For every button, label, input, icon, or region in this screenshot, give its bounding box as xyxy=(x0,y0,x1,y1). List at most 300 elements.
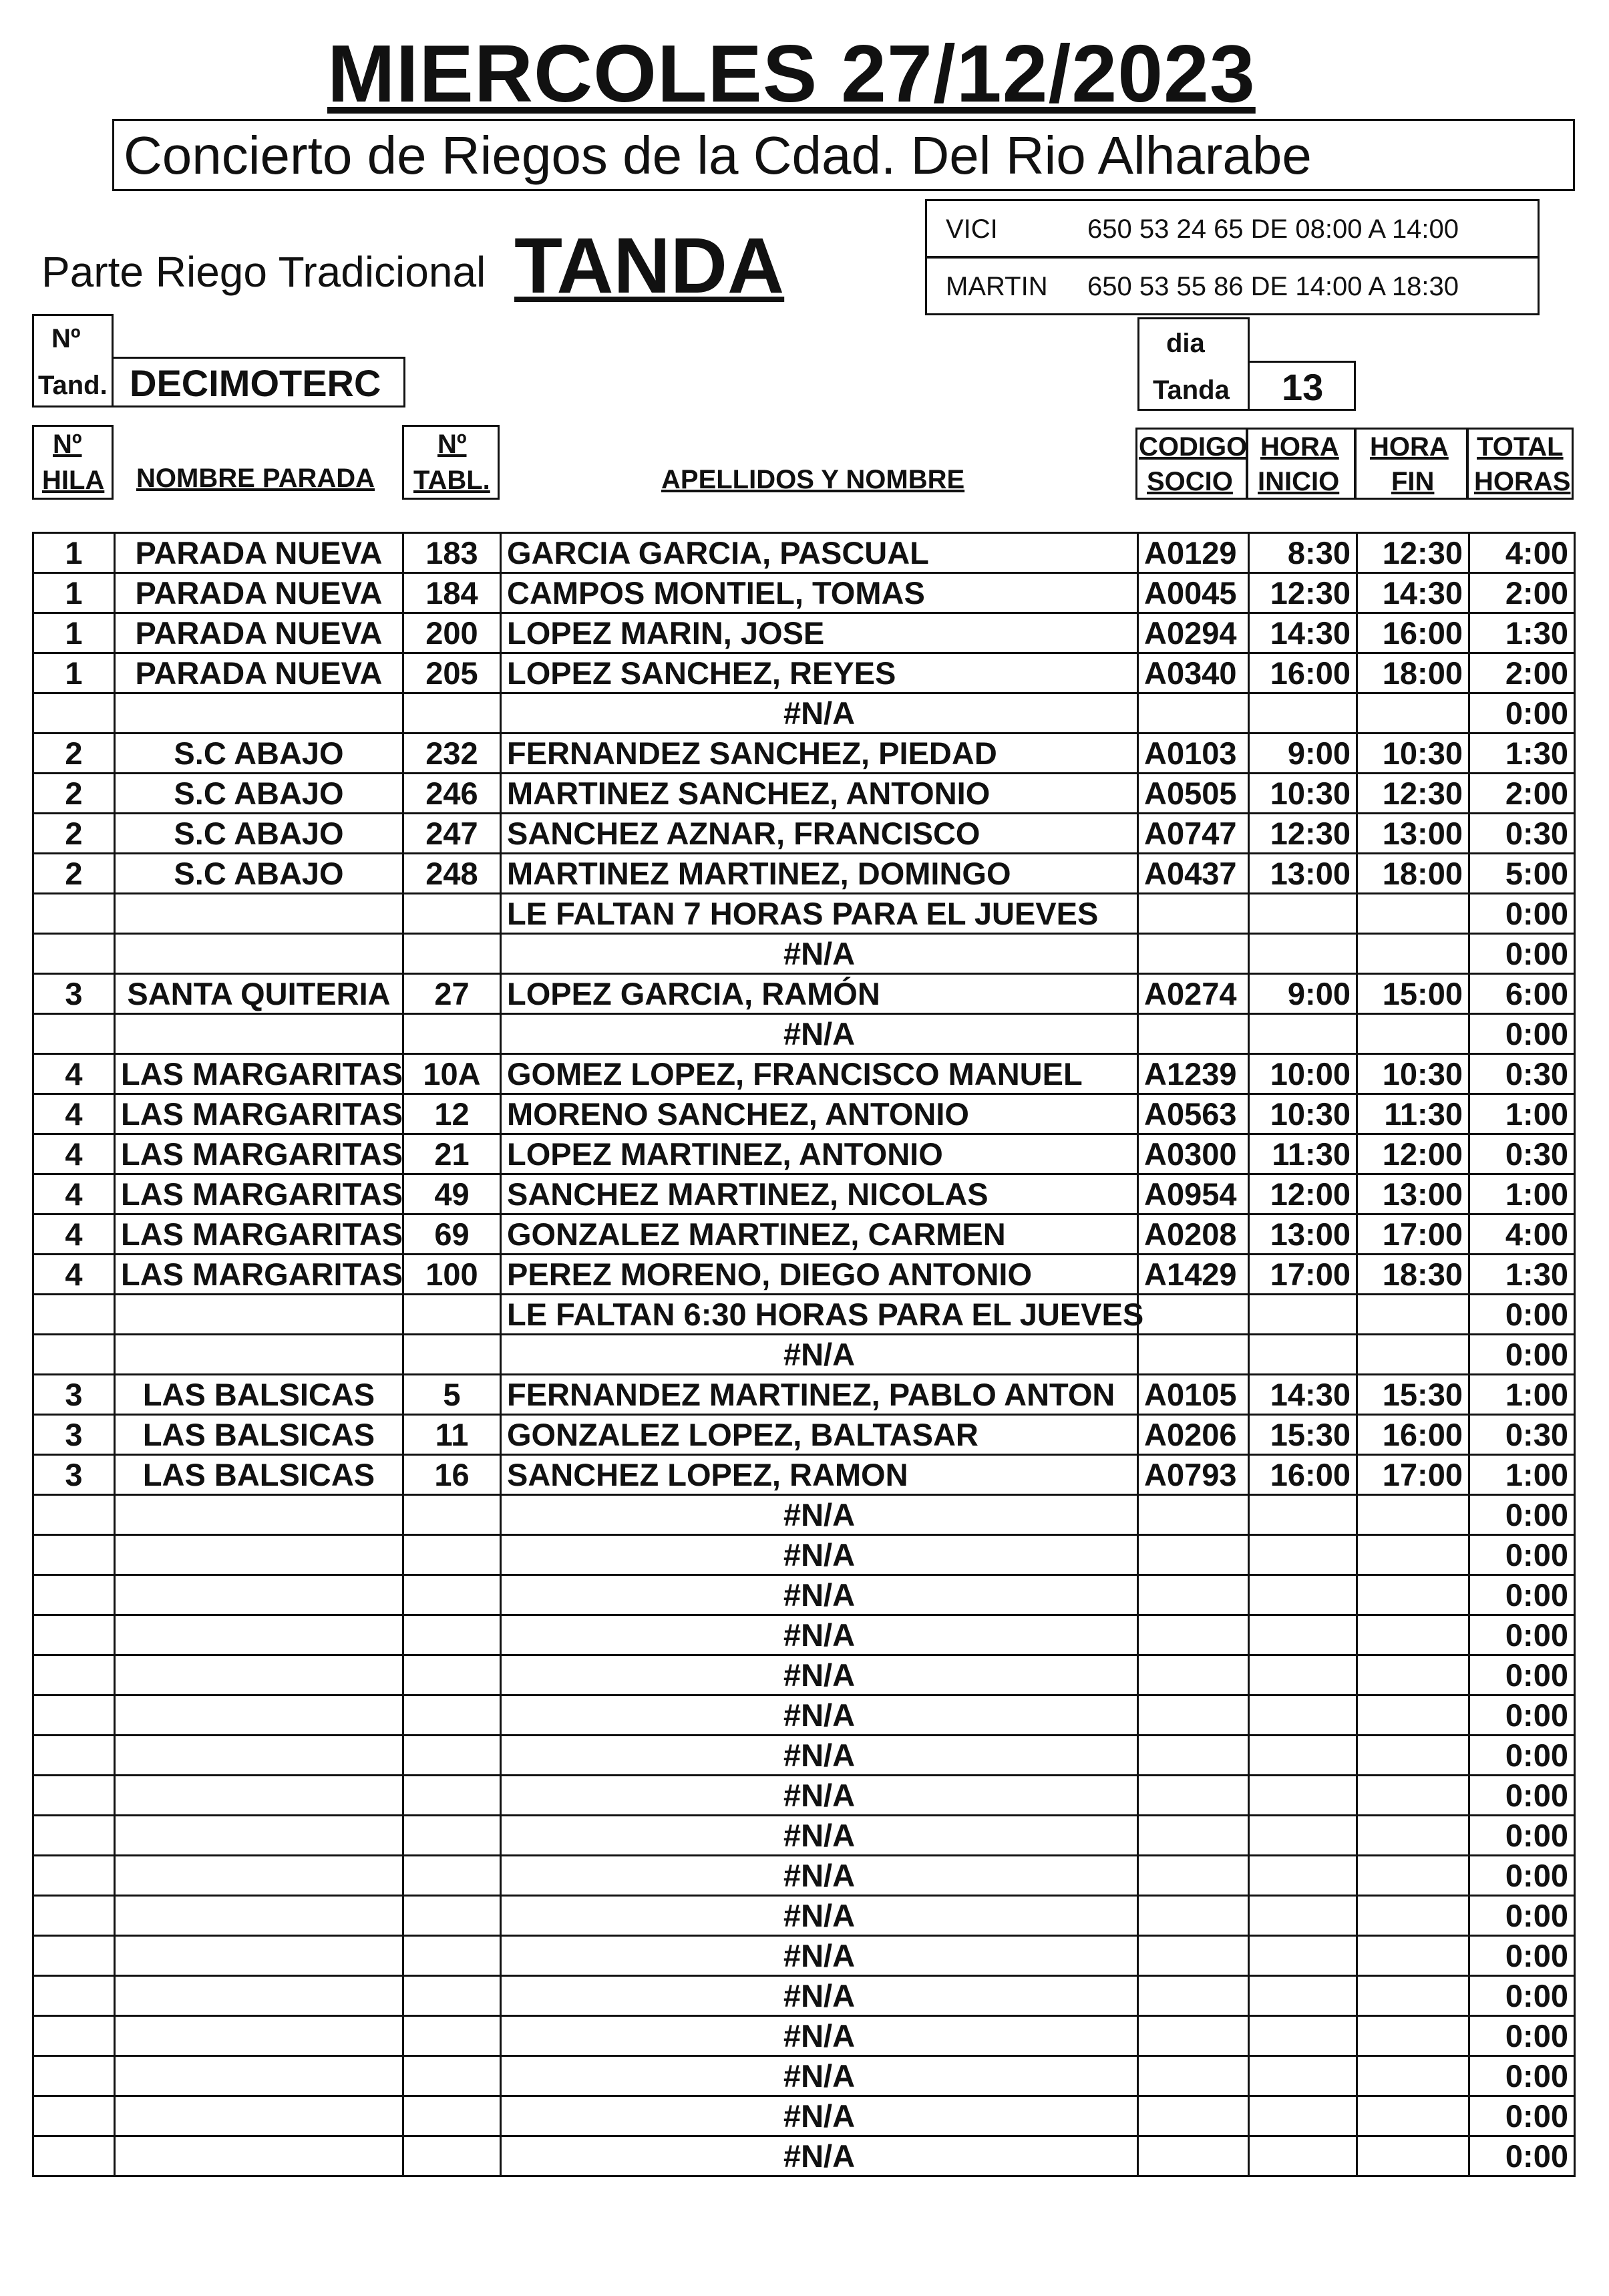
cell-hila: 1 xyxy=(33,573,115,613)
cell-parada xyxy=(115,1896,403,1936)
cell-hila: 1 xyxy=(33,653,115,693)
cell-nombre: #N/A xyxy=(501,1575,1138,1615)
cell-codigo xyxy=(1138,1615,1249,1655)
cell-nombre: #N/A xyxy=(501,1736,1138,1776)
header-hila-line1: Nº xyxy=(53,430,82,459)
cell-hila xyxy=(33,1816,115,1856)
cell-inicio: 16:00 xyxy=(1249,1455,1357,1495)
table-row xyxy=(33,1976,1575,2016)
cell-hila xyxy=(33,1535,115,1575)
header-fin xyxy=(1355,428,1468,500)
cell-tabl xyxy=(403,1014,501,1054)
cell-total: 0:00 xyxy=(1469,1816,1575,1856)
cell-nombre: #N/A xyxy=(501,2016,1138,2056)
cell-fin: 17:00 xyxy=(1357,1214,1469,1255)
header-fin-line1: HORA xyxy=(1370,432,1449,462)
cell-tabl xyxy=(403,1936,501,1976)
table-row xyxy=(33,2016,1575,2056)
cell-parada xyxy=(115,1655,403,1695)
table-row xyxy=(33,1495,1575,1535)
cell-fin xyxy=(1357,2096,1469,2136)
cell-codigo xyxy=(1138,2056,1249,2096)
table-row xyxy=(33,1255,1575,1295)
cell-inicio xyxy=(1249,1896,1357,1936)
cell-codigo xyxy=(1138,1495,1249,1535)
cell-inicio xyxy=(1249,934,1357,974)
cell-fin xyxy=(1357,2016,1469,2056)
cell-tabl: 16 xyxy=(403,1455,501,1495)
header-hila-line2: HILA xyxy=(42,466,105,495)
table-row xyxy=(33,2096,1575,2136)
cell-codigo xyxy=(1138,1896,1249,1936)
cell-tabl: 5 xyxy=(403,1375,501,1415)
cell-inicio xyxy=(1249,1295,1357,1335)
cell-inicio xyxy=(1249,1736,1357,1776)
cell-tabl xyxy=(403,1976,501,2016)
header-total xyxy=(1467,428,1574,500)
header-codigo-line1: CODIGO xyxy=(1139,432,1248,462)
header-nombre: APELLIDOS Y NOMBRE xyxy=(661,465,965,494)
cell-inicio xyxy=(1249,693,1357,733)
cell-hila xyxy=(33,1495,115,1535)
header-codigo-line2: SOCIO xyxy=(1147,467,1233,496)
cell-total: 0:00 xyxy=(1469,2056,1575,2096)
cell-nombre: MARTINEZ SANCHEZ, ANTONIO xyxy=(501,774,1138,814)
cell-hila: 4 xyxy=(33,1054,115,1094)
cell-inicio xyxy=(1249,1335,1357,1375)
cell-parada xyxy=(115,1695,403,1736)
cell-hila xyxy=(33,1695,115,1736)
header-fin-line2: FIN xyxy=(1391,467,1435,496)
cell-codigo: A0505 xyxy=(1138,774,1249,814)
cell-inicio xyxy=(1249,1695,1357,1736)
cell-fin xyxy=(1357,1736,1469,1776)
table-row xyxy=(33,1575,1575,1615)
cell-parada: S.C ABAJO xyxy=(115,733,403,774)
cell-tabl xyxy=(403,1856,501,1896)
table-row xyxy=(33,1455,1575,1495)
cell-fin: 18:00 xyxy=(1357,653,1469,693)
cell-fin xyxy=(1357,1655,1469,1695)
cell-parada xyxy=(115,2016,403,2056)
cell-parada: LAS BALSICAS xyxy=(115,1375,403,1415)
cell-hila: 2 xyxy=(33,774,115,814)
cell-tabl xyxy=(403,2016,501,2056)
cell-total: 2:00 xyxy=(1469,774,1575,814)
table-row xyxy=(33,1054,1575,1094)
cell-codigo: A1239 xyxy=(1138,1054,1249,1094)
cell-inicio xyxy=(1249,1535,1357,1575)
cell-inicio: 10:00 xyxy=(1249,1054,1357,1094)
cell-hila: 1 xyxy=(33,533,115,573)
cell-codigo: A0563 xyxy=(1138,1094,1249,1134)
header-parada: NOMBRE PARADA xyxy=(136,464,375,493)
dia-tanda-value: 13 xyxy=(1282,366,1324,408)
header-total-line1: TOTAL xyxy=(1477,432,1564,462)
cell-tabl xyxy=(403,1575,501,1615)
cell-parada xyxy=(115,1816,403,1856)
contact-info: 650 53 55 86 DE 14:00 A 18:30 xyxy=(1087,272,1459,301)
cell-nombre: #N/A xyxy=(501,934,1138,974)
cell-inicio: 8:30 xyxy=(1249,533,1357,573)
subtitle-box: Concierto de Riegos de la Cdad. Del Rio Alharabe xyxy=(112,119,1575,191)
cell-codigo: A0437 xyxy=(1138,854,1249,894)
cell-parada: LAS MARGARITAS xyxy=(115,1174,403,1214)
cell-total: 1:00 xyxy=(1469,1375,1575,1415)
cell-total: 0:00 xyxy=(1469,2016,1575,2056)
cell-fin: 12:30 xyxy=(1357,533,1469,573)
cell-parada: LAS BALSICAS xyxy=(115,1455,403,1495)
cell-total: 0:00 xyxy=(1469,1014,1575,1054)
cell-nombre: MARTINEZ MARTINEZ, DOMINGO xyxy=(501,854,1138,894)
table-row xyxy=(33,1134,1575,1174)
header-codigo xyxy=(1135,428,1248,500)
cell-hila: 4 xyxy=(33,1134,115,1174)
cell-codigo xyxy=(1138,1976,1249,2016)
cell-fin: 16:00 xyxy=(1357,613,1469,653)
cell-nombre: SANCHEZ LOPEZ, RAMON xyxy=(501,1455,1138,1495)
cell-hila xyxy=(33,1776,115,1816)
cell-inicio xyxy=(1249,2016,1357,2056)
cell-hila xyxy=(33,894,115,934)
table-row xyxy=(33,1615,1575,1655)
cell-total: 4:00 xyxy=(1469,1214,1575,1255)
cell-parada: LAS MARGARITAS xyxy=(115,1094,403,1134)
table-row xyxy=(33,1415,1575,1455)
cell-parada xyxy=(115,1936,403,1976)
cell-inicio: 13:00 xyxy=(1249,1214,1357,1255)
cell-inicio: 15:30 xyxy=(1249,1415,1357,1455)
cell-nombre: LOPEZ SANCHEZ, REYES xyxy=(501,653,1138,693)
cell-fin xyxy=(1357,2136,1469,2176)
cell-nombre: LOPEZ GARCIA, RAMÓN xyxy=(501,974,1138,1014)
cell-parada xyxy=(115,1014,403,1054)
table-row xyxy=(33,533,1575,573)
cell-inicio xyxy=(1249,1936,1357,1976)
cell-codigo: A0045 xyxy=(1138,573,1249,613)
table-row xyxy=(33,1535,1575,1575)
cell-total: 2:00 xyxy=(1469,653,1575,693)
cell-fin: 15:30 xyxy=(1357,1375,1469,1415)
num-tanda-value-box xyxy=(112,357,405,407)
dia-tanda-value-box xyxy=(1248,361,1356,411)
table-row xyxy=(33,1094,1575,1134)
cell-inicio: 12:00 xyxy=(1249,1174,1357,1214)
cell-inicio xyxy=(1249,1575,1357,1615)
cell-parada: PARADA NUEVA xyxy=(115,533,403,573)
cell-tabl xyxy=(403,1695,501,1736)
cell-nombre: SANCHEZ MARTINEZ, NICOLAS xyxy=(501,1174,1138,1214)
table-row xyxy=(33,1816,1575,1856)
cell-inicio: 9:00 xyxy=(1249,974,1357,1014)
cell-fin: 13:00 xyxy=(1357,814,1469,854)
cell-fin xyxy=(1357,1695,1469,1736)
cell-total: 0:00 xyxy=(1469,894,1575,934)
cell-parada xyxy=(115,1776,403,1816)
cell-fin xyxy=(1357,934,1469,974)
cell-nombre: FERNANDEZ SANCHEZ, PIEDAD xyxy=(501,733,1138,774)
cell-inicio xyxy=(1249,894,1357,934)
cell-nombre: CAMPOS MONTIEL, TOMAS xyxy=(501,573,1138,613)
cell-tabl xyxy=(403,934,501,974)
cell-inicio xyxy=(1249,1976,1357,2016)
table-row xyxy=(33,1174,1575,1214)
cell-hila xyxy=(33,1655,115,1695)
cell-inicio: 12:30 xyxy=(1249,573,1357,613)
table-row xyxy=(33,2056,1575,2096)
cell-fin: 18:00 xyxy=(1357,854,1469,894)
cell-hila: 4 xyxy=(33,1255,115,1295)
cell-codigo xyxy=(1138,1014,1249,1054)
cell-total: 0:00 xyxy=(1469,2136,1575,2176)
cell-tabl: 246 xyxy=(403,774,501,814)
cell-inicio: 17:00 xyxy=(1249,1255,1357,1295)
cell-inicio xyxy=(1249,1856,1357,1896)
cell-hila: 3 xyxy=(33,1415,115,1455)
cell-parada: S.C ABAJO xyxy=(115,854,403,894)
cell-parada xyxy=(115,1856,403,1896)
cell-tabl xyxy=(403,1615,501,1655)
cell-hila xyxy=(33,1736,115,1776)
cell-inicio: 10:30 xyxy=(1249,1094,1357,1134)
cell-parada xyxy=(115,934,403,974)
cell-fin xyxy=(1357,1495,1469,1535)
tanda-label: Tanda xyxy=(1153,375,1230,405)
cell-tabl: 100 xyxy=(403,1255,501,1295)
cell-inicio xyxy=(1249,1776,1357,1816)
cell-tabl: 11 xyxy=(403,1415,501,1455)
cell-tabl xyxy=(403,1295,501,1335)
cell-codigo: A0747 xyxy=(1138,814,1249,854)
cell-parada: SANTA QUITERIA xyxy=(115,974,403,1014)
cell-tabl xyxy=(403,2056,501,2096)
cell-parada: PARADA NUEVA xyxy=(115,653,403,693)
table-row xyxy=(33,974,1575,1014)
cell-nombre: LOPEZ MARIN, JOSE xyxy=(501,613,1138,653)
cell-hila: 3 xyxy=(33,1375,115,1415)
cell-nombre: #N/A xyxy=(501,1335,1138,1375)
cell-inicio: 11:30 xyxy=(1249,1134,1357,1174)
cell-total: 0:00 xyxy=(1469,934,1575,974)
cell-total: 1:00 xyxy=(1469,1094,1575,1134)
cell-fin xyxy=(1357,1856,1469,1896)
cell-nombre: #N/A xyxy=(501,1976,1138,2016)
cell-hila xyxy=(33,1936,115,1976)
table-row xyxy=(33,613,1575,653)
cell-hila xyxy=(33,934,115,974)
cell-nombre: #N/A xyxy=(501,1816,1138,1856)
cell-nombre: GONZALEZ MARTINEZ, CARMEN xyxy=(501,1214,1138,1255)
cell-parada xyxy=(115,1736,403,1776)
cell-inicio xyxy=(1249,1014,1357,1054)
num-tanda-value: DECIMOTERC xyxy=(130,362,381,404)
contact-info: 650 53 24 65 DE 08:00 A 14:00 xyxy=(1087,214,1459,244)
cell-total: 4:00 xyxy=(1469,533,1575,573)
cell-nombre: #N/A xyxy=(501,693,1138,733)
table-row xyxy=(33,894,1575,934)
cell-codigo: A0954 xyxy=(1138,1174,1249,1214)
cell-inicio xyxy=(1249,1615,1357,1655)
cell-total: 0:30 xyxy=(1469,1054,1575,1094)
cell-fin: 10:30 xyxy=(1357,733,1469,774)
cell-hila: 2 xyxy=(33,733,115,774)
cell-total: 0:00 xyxy=(1469,1736,1575,1776)
cell-parada: S.C ABAJO xyxy=(115,774,403,814)
cell-codigo xyxy=(1138,1736,1249,1776)
cell-nombre: #N/A xyxy=(501,1896,1138,1936)
cell-total: 0:30 xyxy=(1469,1134,1575,1174)
cell-parada xyxy=(115,1535,403,1575)
dia-label: dia xyxy=(1166,329,1205,358)
cell-inicio xyxy=(1249,2056,1357,2096)
cell-parada xyxy=(115,1295,403,1335)
cell-parada: LAS MARGARITAS xyxy=(115,1255,403,1295)
cell-hila xyxy=(33,693,115,733)
cell-hila: 4 xyxy=(33,1174,115,1214)
cell-hila xyxy=(33,1896,115,1936)
cell-fin xyxy=(1357,1535,1469,1575)
cell-tabl xyxy=(403,2096,501,2136)
cell-hila xyxy=(33,1014,115,1054)
header-tabl xyxy=(402,425,500,500)
cell-nombre: #N/A xyxy=(501,1535,1138,1575)
table-row xyxy=(33,1856,1575,1896)
cell-fin xyxy=(1357,1816,1469,1856)
cell-codigo xyxy=(1138,1335,1249,1375)
cell-total: 0:00 xyxy=(1469,1695,1575,1736)
cell-codigo: A0294 xyxy=(1138,613,1249,653)
table-body xyxy=(33,533,1575,2176)
cell-hila xyxy=(33,1335,115,1375)
cell-fin xyxy=(1357,1014,1469,1054)
cell-codigo xyxy=(1138,693,1249,733)
cell-tabl xyxy=(403,2136,501,2176)
cell-codigo: A0129 xyxy=(1138,533,1249,573)
table-row xyxy=(33,1295,1575,1335)
cell-codigo xyxy=(1138,2096,1249,2136)
table-row xyxy=(33,1335,1575,1375)
cell-total: 2:00 xyxy=(1469,573,1575,613)
cell-nombre: #N/A xyxy=(501,1936,1138,1976)
contact-name: VICI xyxy=(946,214,998,244)
cell-nombre: GOMEZ LOPEZ, FRANCISCO MANUEL xyxy=(501,1054,1138,1094)
cell-hila xyxy=(33,1295,115,1335)
table-row xyxy=(33,1776,1575,1816)
cell-total: 0:30 xyxy=(1469,814,1575,854)
contact-row-martin xyxy=(925,257,1540,315)
cell-nombre: LE FALTAN 6:30 HORAS PARA EL JUEVES xyxy=(501,1295,1138,1335)
cell-tabl xyxy=(403,1535,501,1575)
table-row xyxy=(33,1014,1575,1054)
cell-nombre: #N/A xyxy=(501,1014,1138,1054)
cell-nombre: #N/A xyxy=(501,1495,1138,1535)
cell-hila xyxy=(33,1575,115,1615)
cell-hila xyxy=(33,1615,115,1655)
cell-nombre: PEREZ MORENO, DIEGO ANTONIO xyxy=(501,1255,1138,1295)
header-inicio-line2: INICIO xyxy=(1258,467,1340,496)
table-row xyxy=(33,934,1575,974)
cell-fin: 15:00 xyxy=(1357,974,1469,1014)
cell-total: 0:00 xyxy=(1469,1856,1575,1896)
cell-parada: PARADA NUEVA xyxy=(115,573,403,613)
cell-codigo: A0793 xyxy=(1138,1455,1249,1495)
cell-parada: S.C ABAJO xyxy=(115,814,403,854)
cell-fin xyxy=(1357,1295,1469,1335)
cell-nombre: #N/A xyxy=(501,1776,1138,1816)
contact-row-vici xyxy=(925,199,1540,258)
cell-codigo xyxy=(1138,1936,1249,1976)
cell-inicio: 10:30 xyxy=(1249,774,1357,814)
cell-fin xyxy=(1357,1575,1469,1615)
cell-fin: 12:30 xyxy=(1357,774,1469,814)
cell-hila xyxy=(33,1976,115,2016)
parte-label: Parte Riego Tradicional xyxy=(41,248,486,296)
header-total-line2: HORAS xyxy=(1474,467,1571,496)
header-inicio xyxy=(1246,428,1356,500)
cell-parada: LAS MARGARITAS xyxy=(115,1134,403,1174)
cell-inicio: 13:00 xyxy=(1249,854,1357,894)
tand-label: Tand. xyxy=(38,371,108,400)
cell-codigo: A0105 xyxy=(1138,1375,1249,1415)
contact-name: MARTIN xyxy=(946,272,1048,301)
cell-parada: LAS MARGARITAS xyxy=(115,1214,403,1255)
cell-nombre: #N/A xyxy=(501,1695,1138,1736)
cell-tabl xyxy=(403,1736,501,1776)
cell-inicio: 14:30 xyxy=(1249,1375,1357,1415)
cell-fin: 14:30 xyxy=(1357,573,1469,613)
cell-tabl: 184 xyxy=(403,573,501,613)
cell-codigo: A1429 xyxy=(1138,1255,1249,1295)
cell-tabl: 69 xyxy=(403,1214,501,1255)
cell-codigo xyxy=(1138,1856,1249,1896)
cell-fin xyxy=(1357,1936,1469,1976)
cell-fin xyxy=(1357,1615,1469,1655)
cell-codigo xyxy=(1138,1655,1249,1695)
cell-parada xyxy=(115,1495,403,1535)
table-row xyxy=(33,1936,1575,1976)
cell-tabl xyxy=(403,1335,501,1375)
cell-total: 1:30 xyxy=(1469,733,1575,774)
cell-codigo: A0208 xyxy=(1138,1214,1249,1255)
cell-inicio: 16:00 xyxy=(1249,653,1357,693)
cell-tabl: 247 xyxy=(403,814,501,854)
cell-inicio: 12:30 xyxy=(1249,814,1357,854)
cell-fin xyxy=(1357,1335,1469,1375)
cell-parada xyxy=(115,1575,403,1615)
cell-total: 0:00 xyxy=(1469,2096,1575,2136)
cell-tabl: 10A xyxy=(403,1054,501,1094)
cell-total: 0:00 xyxy=(1469,693,1575,733)
cell-total: 0:00 xyxy=(1469,1776,1575,1816)
cell-codigo xyxy=(1138,2016,1249,2056)
table-row xyxy=(33,733,1575,774)
cell-tabl xyxy=(403,1655,501,1695)
cell-parada: PARADA NUEVA xyxy=(115,613,403,653)
riego-table xyxy=(32,532,1576,2177)
cell-inicio xyxy=(1249,1816,1357,1856)
cell-codigo xyxy=(1138,1816,1249,1856)
page-title: MIERCOLES 27/12/2023 xyxy=(327,28,1256,119)
cell-parada: LAS MARGARITAS xyxy=(115,1054,403,1094)
cell-nombre: #N/A xyxy=(501,1856,1138,1896)
cell-hila xyxy=(33,2016,115,2056)
table-row xyxy=(33,854,1575,894)
cell-hila: 2 xyxy=(33,814,115,854)
cell-total: 0:00 xyxy=(1469,1495,1575,1535)
table-row xyxy=(33,1214,1575,1255)
table-row xyxy=(33,774,1575,814)
cell-total: 0:00 xyxy=(1469,1295,1575,1335)
